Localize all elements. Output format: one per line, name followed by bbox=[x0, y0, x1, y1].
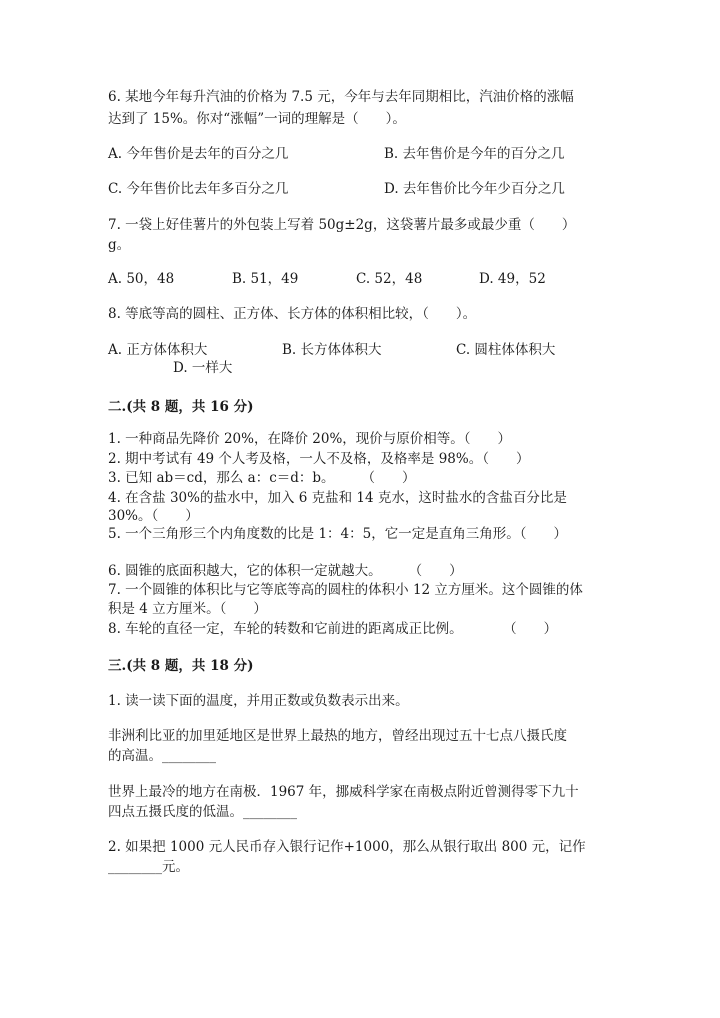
q6-option-c: C. 今年售价比去年多百分之几 bbox=[108, 181, 289, 197]
q8-line1: 8. 等底等高的圆柱、正方体、长方体的体积相比较，（ ）。 bbox=[108, 306, 477, 322]
section2-heading: 二.(共 8 题，共 16 分) bbox=[108, 399, 254, 415]
q6-option-a: A. 今年售价是去年的百分之几 bbox=[108, 146, 289, 162]
s2-item-6: 6. 圆锥的底面积越大，它的体积一定就越大。 （ ） bbox=[108, 563, 463, 579]
s3-q1-part2-line2: 四点五摄氏度的低温。________ bbox=[108, 804, 297, 820]
s3-q1-part1-line2: 的高温。________ bbox=[108, 748, 216, 764]
s3-q2-line1: 2. 如果把 1000 元人民币存入银行记作+1000，那么从银行取出 800 元，记作 bbox=[108, 839, 586, 855]
s2-item-4-line2: 30%。（ ） bbox=[108, 508, 199, 524]
q8-option-d: D. 一样大 bbox=[173, 360, 233, 376]
section3-heading: 三.(共 8 题，共 18 分) bbox=[108, 658, 254, 674]
s2-item-1: 1. 一种商品先降价 20%，在降价 20%，现价与原价相等。（ ） bbox=[108, 431, 512, 447]
s2-item-7-line1: 7. 一个圆锥的体积比与它等底等高的圆柱的体积小 12 立方厘米。这个圆锥的体 bbox=[108, 582, 583, 598]
s2-item-2: 2. 期中考试有 49 个人考及格，一人不及格，及格率是 98%。（ ） bbox=[108, 451, 530, 467]
s3-q1-prompt: 1. 读一读下面的温度，并用正数或负数表示出来。 bbox=[108, 693, 409, 709]
s3-q1-part2-line1: 世界上最冷的地方在南极．1967 年，挪威科学家在南极点附近曾测得零下九十 bbox=[108, 784, 579, 800]
q7-option-c: C. 52，48 bbox=[356, 271, 423, 287]
s3-q1-part1-line1: 非洲利比亚的加里延地区是世界上最热的地方，曾经出现过五十七点八摄氏度 bbox=[108, 728, 567, 744]
q6-line1: 6. 某地今年每升汽油的价格为 7.5 元，今年与去年同期相比，汽油价格的涨幅 bbox=[108, 89, 574, 105]
s2-item-4-line1: 4. 在含盐 30%的盐水中，加入 6 克盐和 14 克水，这时盐水的含盐百分比是 bbox=[108, 490, 567, 506]
s2-item-3: 3. 已知 ab＝cd，那么 a：c＝d：b。 （ ） bbox=[108, 470, 416, 486]
q8-option-c: C. 圆柱体体积大 bbox=[456, 342, 556, 358]
s3-q2-line2: ________元。 bbox=[108, 859, 189, 875]
q7-line2: g。 bbox=[108, 237, 131, 253]
q6-option-d: D. 去年售价比今年少百分之几 bbox=[384, 181, 565, 197]
q6-line2: 达到了 15%。你对“涨幅”一词的理解是（ ）。 bbox=[108, 111, 406, 127]
q8-option-a: A. 正方体体积大 bbox=[108, 342, 208, 358]
q8-option-b: B. 长方体体积大 bbox=[282, 342, 382, 358]
s2-item-5: 5. 一个三角形三个内角度数的比是 1：4：5，它一定是直角三角形。（ ） bbox=[108, 526, 567, 542]
q7-option-d: D. 49，52 bbox=[479, 271, 546, 287]
q7-option-b: B. 51，49 bbox=[232, 271, 299, 287]
q6-option-b: B. 去年售价是今年的百分之几 bbox=[384, 146, 565, 162]
q7-line1: 7. 一袋上好佳薯片的外包装上写着 50g±2g，这袋薯片最多或最少重（ ） bbox=[108, 217, 576, 233]
q7-option-a: A. 50，48 bbox=[108, 271, 175, 287]
s2-item-8: 8. 车轮的直径一定，车轮的转数和它前进的距离成正比例。 （ ） bbox=[108, 621, 558, 637]
s2-item-7-line2: 积是 4 立方厘米。（ ） bbox=[108, 601, 267, 617]
